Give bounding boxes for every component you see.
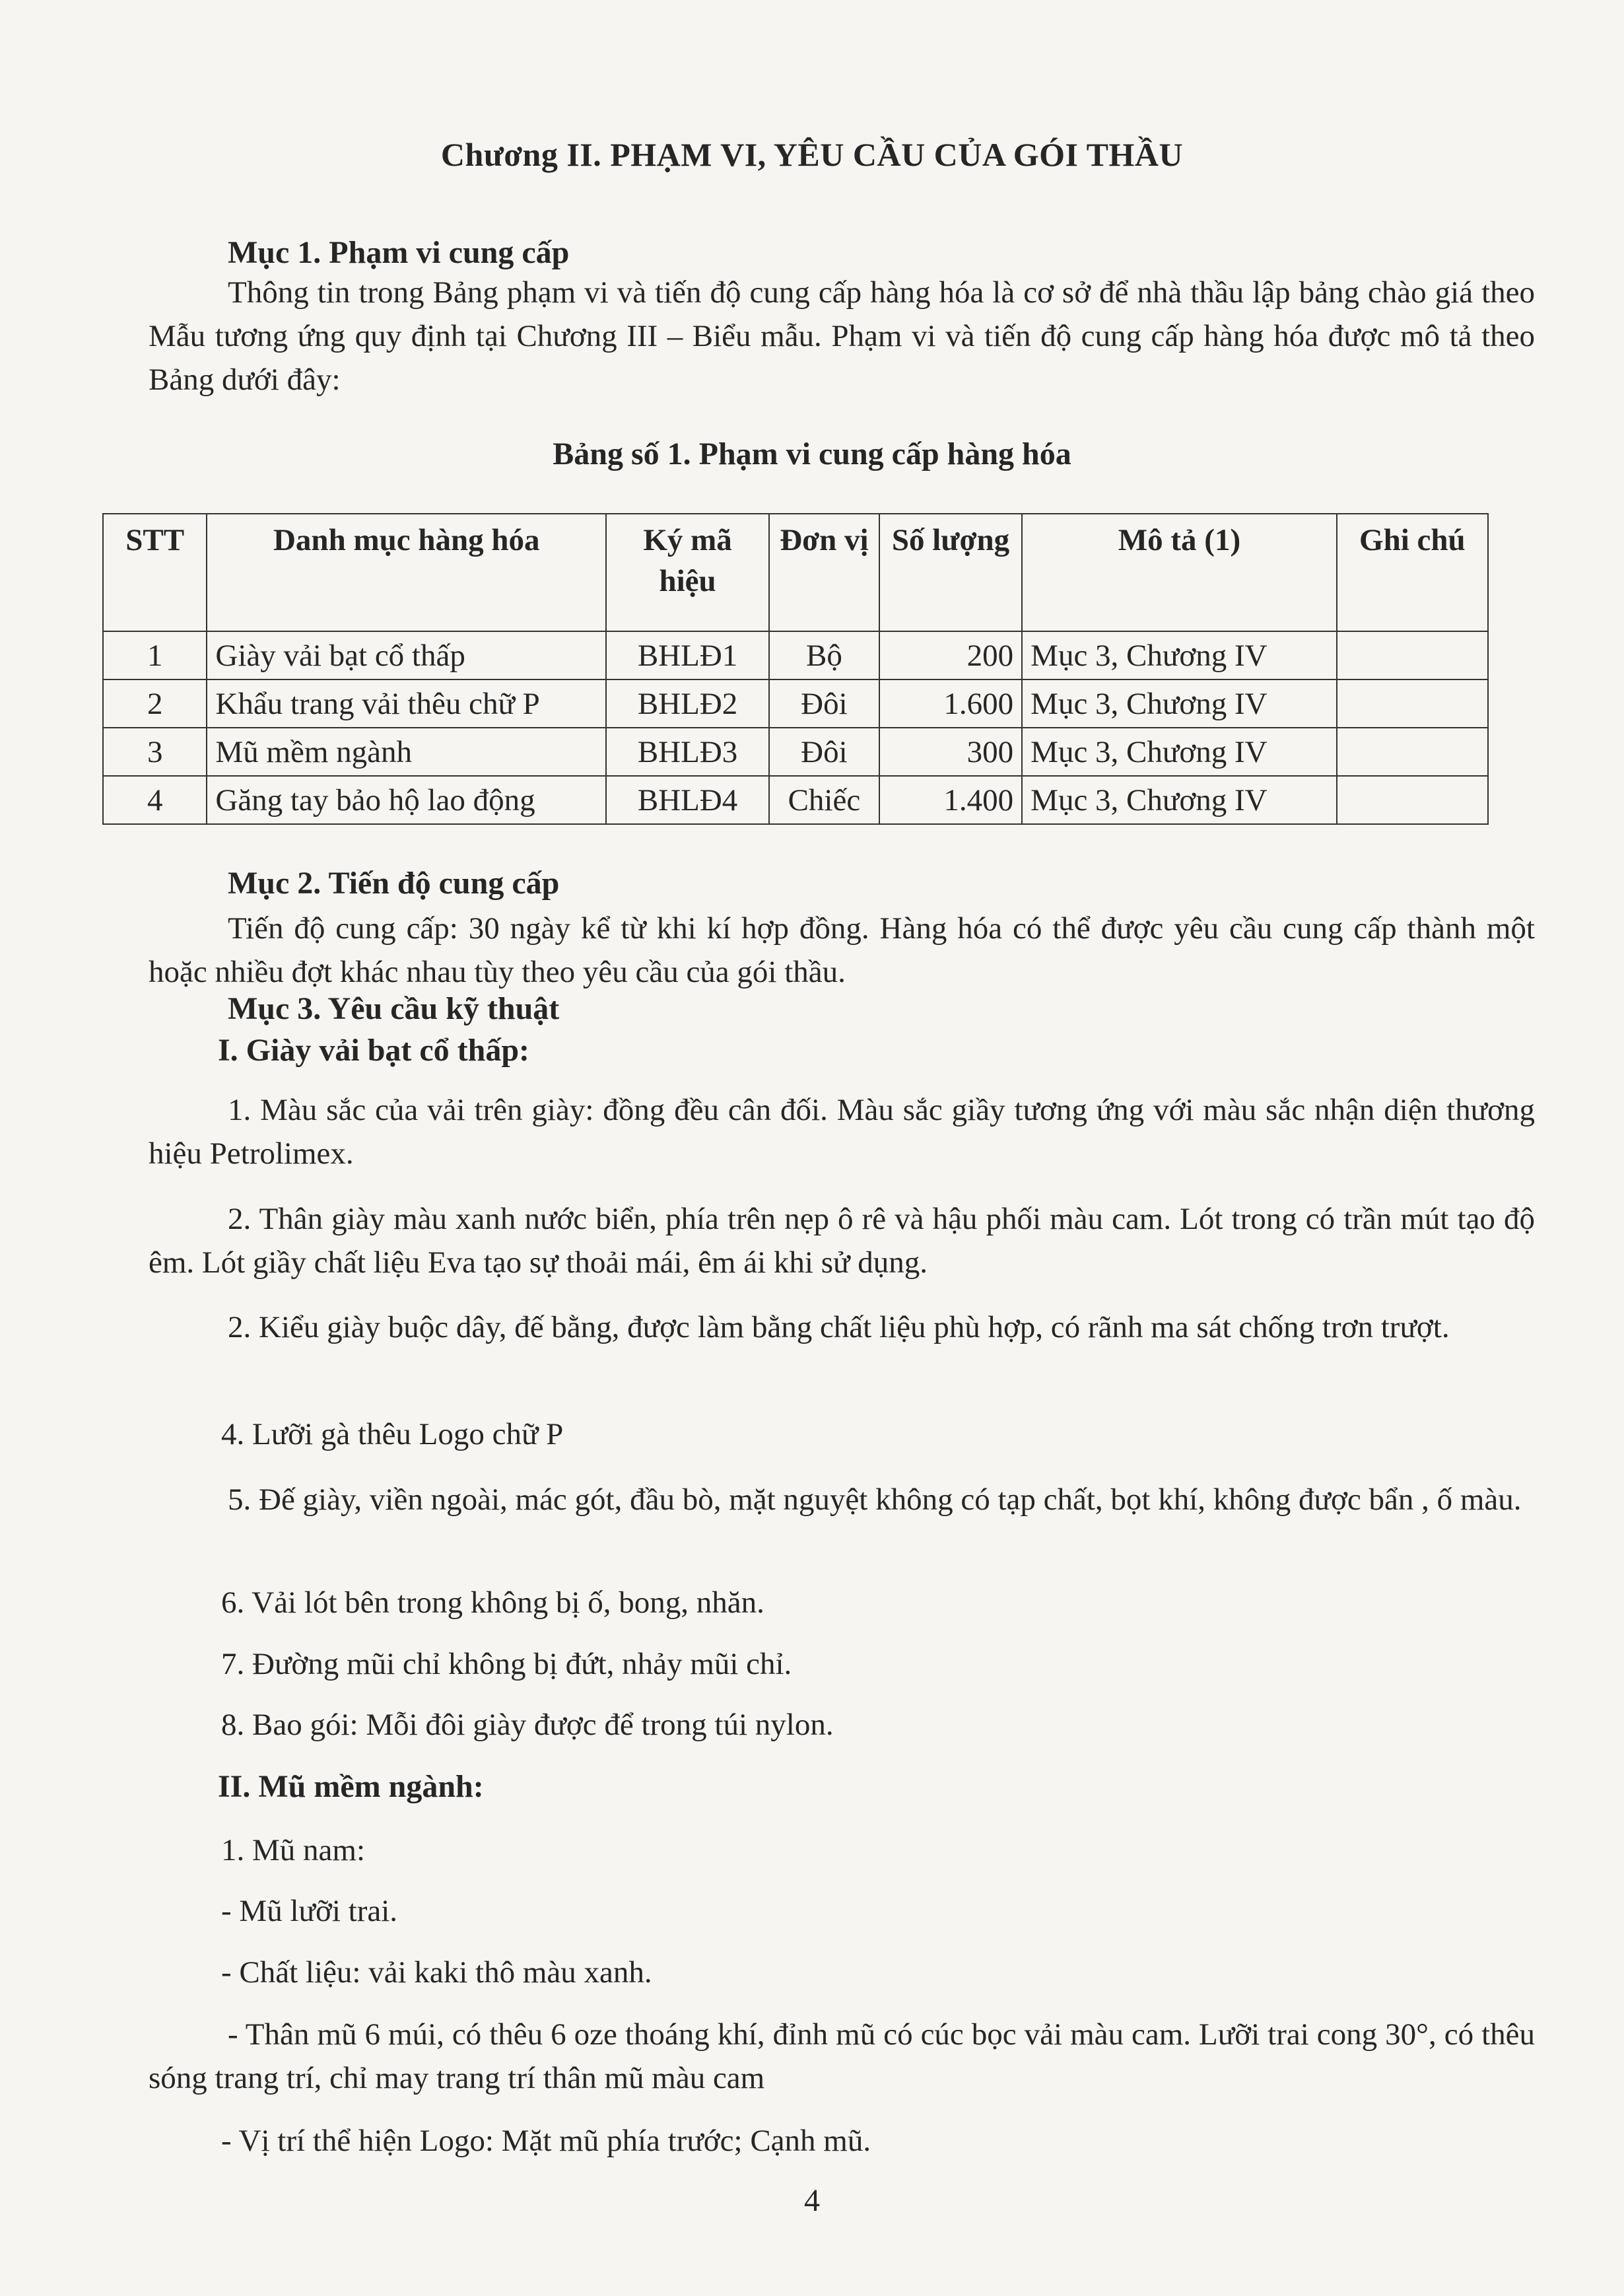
section2-paragraph: Tiến độ cung cấp: 30 ngày kể từ khi kí hợp đồng. Hàng hóa có thể được yêu cầu cung cấp thành một hoặc nhiều đợt khác nhau tùy theo yêu cầu của gói thầu. <box>149 911 1535 989</box>
requirement-item: 6. Vải lót bên trong không bị ố, bong, nhăn. <box>221 1585 764 1620</box>
section3-heading: Mục 3. Yêu cầu kỹ thuật <box>228 991 560 1026</box>
cell-stt: 3 <box>103 728 207 776</box>
table-row <box>103 631 1488 679</box>
cell-qty: 1.600 <box>879 679 1022 728</box>
requirement-item: 7. Đường mũi chỉ không bị đứt, nhảy mũi chỉ. <box>221 1647 792 1681</box>
page-number: 4 <box>804 2183 820 2218</box>
requirement-item: 5. Đế giày, viền ngoài, mác gót, đầu bò, mặt nguyệt không có tạp chất, bọt khí, không được bẩn , ố màu. <box>228 1482 1522 1517</box>
header-stt: STT <box>103 514 207 631</box>
cell-note <box>1337 631 1488 679</box>
hat-item: - Vị trí thể hiện Logo: Mặt mũ phía trước; Cạnh mũ. <box>221 2124 871 2158</box>
header-note: Ghi chú <box>1337 514 1488 631</box>
header-code: Ký mã hiệu <box>606 514 769 631</box>
requirement-item: 2. Kiểu giày buộc dây, đế bằng, được làm bằng chất liệu phù hợp, có rãnh ma sát chống trơn trượt. <box>228 1310 1450 1344</box>
section2-heading: Mục 2. Tiến độ cung cấp <box>228 866 560 901</box>
hat-item: 1. Mũ nam: <box>221 1833 366 1867</box>
cell-unit: Đôi <box>769 728 879 776</box>
cell-code: BHLĐ3 <box>606 728 769 776</box>
requirement-item: 1. Màu sắc của vải trên giày: đồng đều cân đối. Màu sắc giầy tương ứng với màu sắc nhận diện thương hiệu Petrolimex. <box>149 1093 1535 1171</box>
hat-item: - Thân mũ 6 múi, có thêu 6 oze thoáng khí, đỉnh mũ có cúc bọc vải màu cam. Lưỡi trai cong 30°, có thêu sóng trang trí, chỉ may trang trí thân mũ màu cam <box>149 2017 1535 2095</box>
cell-unit: Đôi <box>769 679 879 728</box>
cell-name: Găng tay bảo hộ lao động <box>207 776 606 824</box>
table-row <box>103 679 1488 728</box>
chapter-title: Chương II. PHẠM VI, YÊU CẦU CỦA GÓI THẦU <box>440 136 1184 173</box>
table-row <box>103 776 1488 824</box>
subsection2-heading: II. Mũ mềm ngành: <box>218 1769 484 1804</box>
scope-table <box>102 513 1489 825</box>
cell-stt: 4 <box>103 776 207 824</box>
requirement-item: 2. Thân giày màu xanh nước biển, phía trên nẹp ô rê và hậu phối màu cam. Lót trong có trần mút tạo độ êm. Lót giầy chất liệu Eva tạo sự thoải mái, êm ái khi sử dụng. <box>149 1202 1535 1280</box>
subsection1-heading: I. Giày vải bạt cổ thấp: <box>218 1033 530 1068</box>
cell-desc: Mục 3, Chương IV <box>1022 776 1337 824</box>
header-qty: Số lượng <box>879 514 1022 631</box>
cell-unit: Chiếc <box>769 776 879 824</box>
requirement-item: 8. Bao gói: Mỗi đôi giày được để trong túi nylon. <box>221 1708 834 1742</box>
cell-name: Giày vải bạt cổ thấp <box>207 631 606 679</box>
section1-heading: Mục 1. Phạm vi cung cấp <box>228 235 570 270</box>
header-unit: Đơn vị <box>769 514 879 631</box>
header-name: Danh mục hàng hóa <box>207 514 606 631</box>
cell-note <box>1337 679 1488 728</box>
requirement-item: 4. Lưỡi gà thêu Logo chữ P <box>221 1417 564 1451</box>
table-row <box>103 728 1488 776</box>
cell-code: BHLĐ4 <box>606 776 769 824</box>
cell-desc: Mục 3, Chương IV <box>1022 728 1337 776</box>
hat-item: - Mũ lưỡi trai. <box>221 1894 398 1928</box>
cell-stt: 2 <box>103 679 207 728</box>
cell-desc: Mục 3, Chương IV <box>1022 631 1337 679</box>
cell-name: Khẩu trang vải thêu chữ P <box>207 679 606 728</box>
header-desc: Mô tả (1) <box>1022 514 1337 631</box>
cell-name: Mũ mềm ngành <box>207 728 606 776</box>
cell-code: BHLĐ2 <box>606 679 769 728</box>
cell-code: BHLĐ1 <box>606 631 769 679</box>
table-header-row <box>103 514 1488 631</box>
cell-note <box>1337 776 1488 824</box>
cell-unit: Bộ <box>769 631 879 679</box>
cell-qty: 300 <box>879 728 1022 776</box>
cell-note <box>1337 728 1488 776</box>
table-caption: Bảng số 1. Phạm vi cung cấp hàng hóa <box>553 436 1071 471</box>
hat-item: - Chất liệu: vải kaki thô màu xanh. <box>221 1955 652 1990</box>
cell-stt: 1 <box>103 631 207 679</box>
cell-desc: Mục 3, Chương IV <box>1022 679 1337 728</box>
cell-qty: 200 <box>879 631 1022 679</box>
cell-qty: 1.400 <box>879 776 1022 824</box>
section1-paragraph: Thông tin trong Bảng phạm vi và tiến độ cung cấp hàng hóa là cơ sở để nhà thầu lập bảng chào giá theo Mẫu tương ứng quy định tại Chương III – Biểu mẫu. Phạm vi và tiến độ cung cấp hàng hóa được mô tả theo Bảng dưới đây: <box>149 275 1535 397</box>
